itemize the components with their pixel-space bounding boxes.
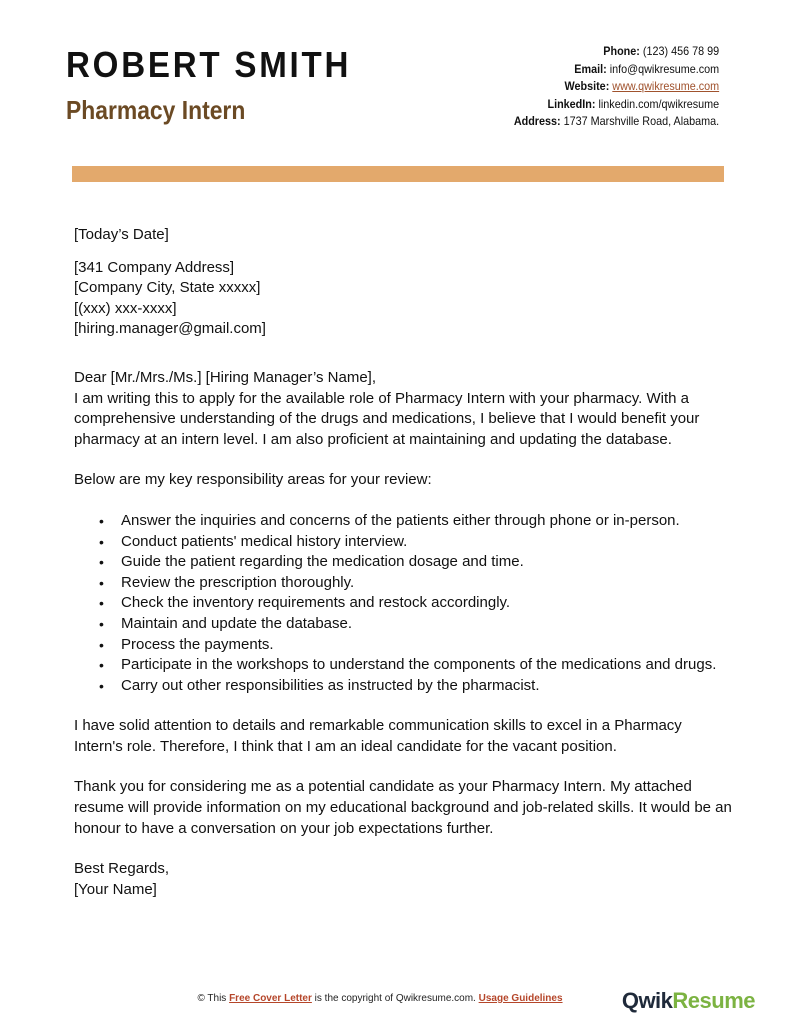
list-item: • Carry out other responsibilities as instructed by the pharmacist. xyxy=(121,676,734,697)
salutation: Dear [Mr./Mrs./Ms.] [Hiring Manager’s Name], xyxy=(74,368,377,386)
letter-date: [Today’s Date] xyxy=(74,226,169,243)
footer-copyright: © This Free Cover Letter is the copyright of Qwikresume.com. Usage Guidelines xyxy=(197,993,563,1004)
letter-body xyxy=(74,225,734,900)
sign-off: Best Regards, xyxy=(74,860,170,878)
contact-linkedin: LinkedIn: linkedin.com/qwikresume xyxy=(547,96,719,111)
list-intro: Below are my key responsibility areas for your review: xyxy=(74,471,432,489)
recipient-address-line: [hiring.manager@gmail.com] xyxy=(74,320,266,338)
list-item: • Participate in the workshops to understand the components of the medications and drugs. xyxy=(121,655,734,676)
responsibility-list xyxy=(74,511,734,696)
closing-paragraph: Thank you for considering me as a potential candidate as your Pharmacy Intern. My attached resume will provide information on my educational background and job-related skills. It would be an honour to have a conversation on your job expectations further. xyxy=(74,778,732,837)
list-item: • Answer the inquiries and concerns of the patients either through phone or in-person. xyxy=(121,511,734,532)
contact-website: Website: www.qwikresume.com xyxy=(564,79,719,93)
list-item: • Check the inventory requirements and restock accordingly. xyxy=(121,593,734,614)
usage-guidelines-link[interactable]: Usage Guidelines xyxy=(478,993,563,1004)
contact-email: Email: info@qwikresume.com xyxy=(574,61,719,76)
intro-paragraph: I am writing this to apply for the available role of Pharmacy Intern with your pharmacy. With a comprehensive understanding of the drugs and medications, I believe that I would benefit your pharmacy at an intern level. I am also proficient at maintaining and updating the database. xyxy=(74,389,700,448)
recipient-address-line: [(xxx) xxx-xxxx] xyxy=(74,299,177,317)
list-item: • Guide the patient regarding the medication dosage and time. xyxy=(121,552,734,573)
contact-phone: Phone: (123) 456 78 99 xyxy=(603,44,719,58)
list-item: • Process the payments. xyxy=(121,635,734,656)
contact-address: Address: 1737 Marshville Road, Alabama. xyxy=(513,114,719,128)
list-item: • Conduct patients' medical history interview. xyxy=(121,532,734,553)
contact-block xyxy=(514,43,719,131)
signature: [Your Name] xyxy=(74,880,157,898)
header-divider-bar xyxy=(72,166,724,182)
job-title: Pharmacy Intern xyxy=(66,95,246,125)
recipient-address-line: [Company City, State xxxxx] xyxy=(74,279,261,297)
list-item: • Maintain and update the database. xyxy=(121,614,734,635)
website-link[interactable]: www.qwikresume.com xyxy=(612,79,719,93)
qwikresume-logo[interactable]: QwikResume xyxy=(621,988,755,1013)
candidate-name: ROBERT SMITH xyxy=(66,44,352,85)
skills-paragraph: I have solid attention to details and remarkable communication skills to excel in a Pharmacy Intern's role. Therefore, I think that I am an ideal candidate for the vacant position. xyxy=(74,717,682,755)
recipient-address-line: [341 Company Address] xyxy=(74,258,235,276)
free-cover-letter-link[interactable]: Free Cover Letter xyxy=(229,993,312,1004)
list-item: • Review the prescription thoroughly. xyxy=(121,573,734,594)
